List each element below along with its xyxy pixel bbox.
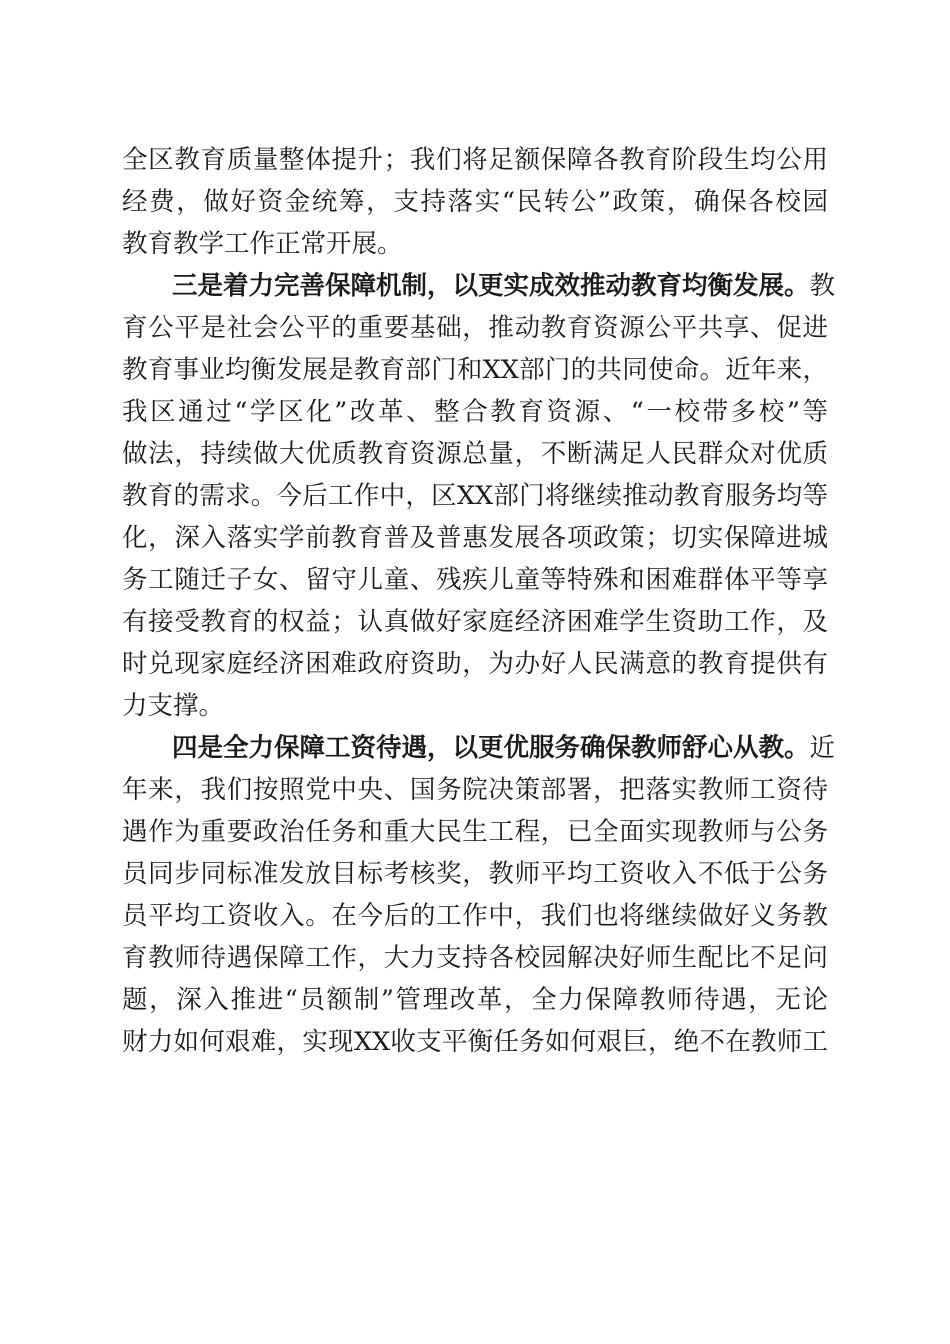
text-line: 遇作为重要政治任务和重大民生工程，已全面实现教师与公务 bbox=[122, 817, 828, 847]
text-line: 育公平是社会公平的重要基础，推动教育资源公平共享、促进 bbox=[122, 313, 828, 343]
section-heading-line bbox=[172, 728, 836, 768]
text-line: 员平均工资收入。在今后的工作中，我们也将继续做好义务教 bbox=[122, 901, 828, 931]
text-line: 化，深入落实学前教育普及普惠发展各项政策；切实保障进城 bbox=[122, 523, 828, 553]
section-heading-three: 三是着力完善保障机制，以更实成效推动教育均衡发展。 bbox=[172, 271, 810, 301]
text-line: 教育事业均衡发展是教育部门和XX部门的共同使命。近年来， bbox=[122, 355, 828, 385]
text-line: 教育教学工作正常开展。 bbox=[122, 229, 403, 259]
text-line: 做法，持续做大优质教育资源总量，不断满足人民群众对优质 bbox=[122, 439, 828, 469]
text-line: 财力如何艰难，实现XX收支平衡任务如何艰巨，绝不在教师工 bbox=[122, 1027, 828, 1057]
text-line: 我区通过“学区化”改革、整合教育资源、“一校带多校”等 bbox=[122, 397, 828, 427]
text-line: 务工随迁子女、留守儿童、残疾儿童等特殊和困难群体平等享 bbox=[122, 565, 828, 595]
text-line: 时兑现家庭经济困难政府资助，为办好人民满意的教育提供有 bbox=[122, 649, 828, 679]
text-line: 年来，我们按照党中央、国务院决策部署，把落实教师工资待 bbox=[122, 775, 828, 805]
text-line: 教育的需求。今后工作中，区XX部门将继续推动教育服务均等 bbox=[122, 481, 828, 511]
text-line: 经费，做好资金统筹，支持落实“民转公”政策，确保各校园 bbox=[122, 187, 828, 217]
text-run: 近 bbox=[809, 733, 836, 763]
text-line: 有接受教育的权益；认真做好家庭经济困难学生资助工作，及 bbox=[122, 607, 828, 637]
text-line: 力支撑。 bbox=[122, 691, 225, 721]
text-run: 教 bbox=[809, 271, 836, 301]
text-line: 全区教育质量整体提升；我们将足额保障各教育阶段生均公用 bbox=[122, 145, 828, 175]
section-heading-four: 四是全力保障工资待遇，以更优服务确保教师舒心从教。 bbox=[172, 733, 810, 763]
text-line: 员同步同标准发放目标考核奖，教师平均工资收入不低于公务 bbox=[122, 859, 828, 889]
section-heading-line bbox=[172, 266, 836, 306]
text-line: 育教师待遇保障工作，大力支持各校园解决好师生配比不足问 bbox=[122, 943, 828, 973]
text-line: 题，深入推进“员额制”管理改革，全力保障教师待遇，无论 bbox=[122, 985, 828, 1015]
